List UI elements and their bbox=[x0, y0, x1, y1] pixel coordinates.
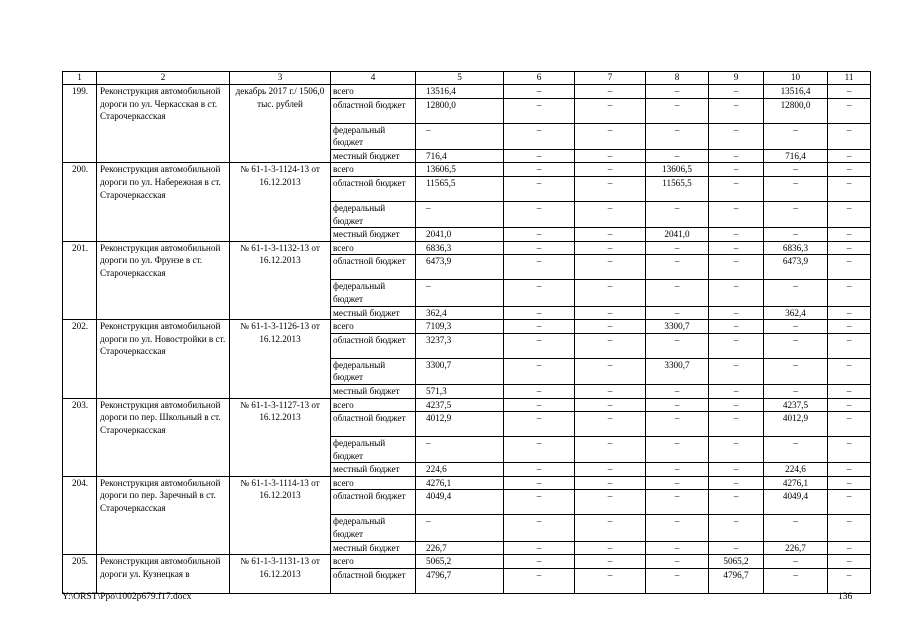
amount-cell: – bbox=[709, 476, 764, 490]
object-description: Реконструкция автомобильной дороги ул. Кузнецкая в bbox=[97, 555, 230, 594]
document-reference: декабрь 2017 г./ 1506,0 тыс. рублей bbox=[230, 85, 331, 163]
amount-cell: – bbox=[646, 384, 709, 398]
funding-source-label: федеральный бюджет bbox=[331, 437, 416, 463]
amount-cell: – bbox=[709, 398, 764, 412]
amount-cell: 3300,7 bbox=[646, 320, 709, 334]
amount-cell: – bbox=[575, 306, 646, 320]
amount-cell: – bbox=[575, 320, 646, 334]
amount-cell: – bbox=[504, 85, 575, 99]
amount-cell: – bbox=[764, 568, 828, 593]
amount-cell: – bbox=[575, 85, 646, 99]
amount-cell: – bbox=[646, 85, 709, 99]
amount-cell: – bbox=[646, 149, 709, 163]
amount-cell: – bbox=[709, 320, 764, 334]
row-number: 200. bbox=[63, 163, 97, 241]
column-number-header-row bbox=[63, 72, 871, 85]
amount-cell: 6473,9 bbox=[416, 255, 504, 280]
amount-cell: – bbox=[504, 412, 575, 437]
amount-cell: 11565,5 bbox=[646, 176, 709, 201]
amount-cell: – bbox=[646, 555, 709, 569]
amount-cell: – bbox=[416, 201, 504, 227]
amount-cell: – bbox=[646, 201, 709, 227]
amount-cell: 4276,1 bbox=[416, 476, 504, 490]
amount-cell: – bbox=[828, 320, 871, 334]
funding-source-label: федеральный бюджет bbox=[331, 358, 416, 384]
column-header: 1 bbox=[63, 72, 97, 85]
amount-cell: – bbox=[575, 437, 646, 463]
amount-cell: – bbox=[709, 149, 764, 163]
amount-cell: 11565,5 bbox=[416, 176, 504, 201]
amount-cell: – bbox=[709, 176, 764, 201]
amount-cell: – bbox=[575, 490, 646, 515]
document-reference: № 61-1-3-1131-13 от 16.12.2013 bbox=[230, 555, 331, 594]
amount-cell: 4012,9 bbox=[416, 412, 504, 437]
amount-cell: – bbox=[709, 280, 764, 306]
document-page bbox=[62, 71, 870, 594]
funding-source-label: всего bbox=[331, 476, 416, 490]
amount-cell: – bbox=[504, 398, 575, 412]
amount-cell: 362,4 bbox=[764, 306, 828, 320]
funding-source-label: областной бюджет bbox=[331, 255, 416, 280]
funding-source-label: областной бюджет bbox=[331, 568, 416, 593]
amount-cell: 226,7 bbox=[416, 541, 504, 555]
amount-cell: – bbox=[575, 123, 646, 149]
table-row bbox=[63, 163, 871, 177]
amount-cell: – bbox=[504, 241, 575, 255]
amount-cell: 362,4 bbox=[416, 306, 504, 320]
amount-cell: – bbox=[504, 255, 575, 280]
amount-cell: – bbox=[575, 201, 646, 227]
document-reference: № 61-1-3-1132-13 от 16.12.2013 bbox=[230, 241, 331, 319]
document-reference: № 61-1-3-1114-13 от 16.12.2013 bbox=[230, 476, 331, 554]
amount-cell: – bbox=[828, 85, 871, 99]
amount-cell: – bbox=[764, 123, 828, 149]
amount-cell: – bbox=[709, 463, 764, 477]
amount-cell: – bbox=[764, 320, 828, 334]
amount-cell: – bbox=[709, 201, 764, 227]
funding-source-label: областной бюджет bbox=[331, 412, 416, 437]
amount-cell: – bbox=[709, 333, 764, 358]
amount-cell: – bbox=[504, 280, 575, 306]
amount-cell: 2041,0 bbox=[416, 228, 504, 242]
amount-cell: – bbox=[828, 555, 871, 569]
amount-cell: – bbox=[575, 255, 646, 280]
funding-source-label: местный бюджет bbox=[331, 306, 416, 320]
amount-cell: – bbox=[828, 437, 871, 463]
amount-cell: – bbox=[828, 398, 871, 412]
amount-cell: – bbox=[709, 541, 764, 555]
amount-cell: 571,3 bbox=[416, 384, 504, 398]
row-number: 202. bbox=[63, 320, 97, 398]
column-header: 5 bbox=[416, 72, 504, 85]
amount-cell: – bbox=[646, 541, 709, 555]
amount-cell: 3237,3 bbox=[416, 333, 504, 358]
amount-cell: – bbox=[646, 241, 709, 255]
amount-cell: – bbox=[504, 333, 575, 358]
amount-cell: – bbox=[828, 515, 871, 541]
funding-source-label: областной бюджет bbox=[331, 176, 416, 201]
column-header: 6 bbox=[504, 72, 575, 85]
amount-cell: – bbox=[828, 541, 871, 555]
funding-source-label: местный бюджет bbox=[331, 384, 416, 398]
funding-source-label: всего bbox=[331, 398, 416, 412]
amount-cell: – bbox=[646, 463, 709, 477]
amount-cell: – bbox=[504, 490, 575, 515]
document-reference: № 61-1-3-1126-13 от 16.12.2013 bbox=[230, 320, 331, 398]
amount-cell: – bbox=[504, 306, 575, 320]
amount-cell: – bbox=[504, 176, 575, 201]
table-row bbox=[63, 398, 871, 412]
amount-cell: 3300,7 bbox=[646, 358, 709, 384]
amount-cell: – bbox=[646, 476, 709, 490]
amount-cell: 4276,1 bbox=[764, 476, 828, 490]
funding-source-label: всего bbox=[331, 555, 416, 569]
column-header: 3 bbox=[230, 72, 331, 85]
amount-cell: 4049,4 bbox=[416, 490, 504, 515]
amount-cell: – bbox=[764, 437, 828, 463]
amount-cell: – bbox=[709, 163, 764, 177]
amount-cell: – bbox=[504, 541, 575, 555]
amount-cell: – bbox=[709, 384, 764, 398]
funding-source-label: федеральный бюджет bbox=[331, 515, 416, 541]
amount-cell: – bbox=[828, 241, 871, 255]
amount-cell: – bbox=[504, 358, 575, 384]
amount-cell: – bbox=[646, 568, 709, 593]
amount-cell: – bbox=[504, 463, 575, 477]
amount-cell: 4049,4 bbox=[764, 490, 828, 515]
amount-cell: – bbox=[575, 541, 646, 555]
amount-cell: 13606,5 bbox=[646, 163, 709, 177]
amount-cell: 3300,7 bbox=[416, 358, 504, 384]
amount-cell: 5065,2 bbox=[709, 555, 764, 569]
amount-cell: 13516,4 bbox=[764, 85, 828, 99]
amount-cell: – bbox=[575, 555, 646, 569]
amount-cell: – bbox=[575, 241, 646, 255]
amount-cell: – bbox=[646, 412, 709, 437]
funding-source-label: всего bbox=[331, 85, 416, 99]
amount-cell: – bbox=[575, 515, 646, 541]
amount-cell: 6836,3 bbox=[764, 241, 828, 255]
amount-cell: – bbox=[504, 476, 575, 490]
amount-cell: – bbox=[828, 476, 871, 490]
amount-cell: – bbox=[504, 384, 575, 398]
row-number: 204. bbox=[63, 476, 97, 554]
funding-source-label: областной бюджет bbox=[331, 333, 416, 358]
amount-cell: – bbox=[764, 358, 828, 384]
amount-cell: – bbox=[764, 201, 828, 227]
column-header: 4 bbox=[331, 72, 416, 85]
amount-cell: – bbox=[764, 163, 828, 177]
amount-cell: – bbox=[646, 306, 709, 320]
amount-cell: – bbox=[504, 568, 575, 593]
amount-cell: – bbox=[416, 123, 504, 149]
amount-cell: – bbox=[416, 437, 504, 463]
table-row bbox=[63, 241, 871, 255]
amount-cell: – bbox=[828, 201, 871, 227]
amount-cell: – bbox=[828, 280, 871, 306]
amount-cell: – bbox=[416, 515, 504, 541]
amount-cell: – bbox=[575, 149, 646, 163]
amount-cell: – bbox=[504, 320, 575, 334]
amount-cell: – bbox=[646, 333, 709, 358]
funding-source-label: всего bbox=[331, 241, 416, 255]
amount-cell: – bbox=[828, 412, 871, 437]
amount-cell: – bbox=[828, 490, 871, 515]
object-description: Реконструкция автомобильной дороги по ул. Новостройки в ст. Старочеркасская bbox=[97, 320, 230, 398]
table-body bbox=[63, 72, 871, 594]
row-number: 199. bbox=[63, 85, 97, 163]
amount-cell: – bbox=[504, 201, 575, 227]
amount-cell: 4796,7 bbox=[416, 568, 504, 593]
funding-source-label: всего bbox=[331, 320, 416, 334]
amount-cell: – bbox=[764, 515, 828, 541]
amount-cell: – bbox=[646, 398, 709, 412]
amount-cell: 4237,5 bbox=[764, 398, 828, 412]
amount-cell: 6836,3 bbox=[416, 241, 504, 255]
footer-page-number: 136 bbox=[838, 592, 853, 602]
amount-cell: 2041,0 bbox=[646, 228, 709, 242]
amount-cell: 4012,9 bbox=[764, 412, 828, 437]
amount-cell: 13606,5 bbox=[416, 163, 504, 177]
amount-cell: – bbox=[646, 490, 709, 515]
amount-cell: – bbox=[828, 163, 871, 177]
row-number: 201. bbox=[63, 241, 97, 319]
amount-cell: – bbox=[709, 228, 764, 242]
amount-cell: – bbox=[764, 280, 828, 306]
column-header: 7 bbox=[575, 72, 646, 85]
amount-cell: – bbox=[575, 412, 646, 437]
budget-table bbox=[62, 71, 871, 594]
amount-cell: – bbox=[504, 555, 575, 569]
amount-cell: – bbox=[646, 98, 709, 123]
amount-cell: 13516,4 bbox=[416, 85, 504, 99]
amount-cell: – bbox=[646, 437, 709, 463]
row-number: 205. bbox=[63, 555, 97, 594]
amount-cell: – bbox=[828, 333, 871, 358]
amount-cell: – bbox=[646, 123, 709, 149]
amount-cell: 716,4 bbox=[764, 149, 828, 163]
amount-cell: – bbox=[575, 384, 646, 398]
amount-cell: – bbox=[764, 555, 828, 569]
amount-cell: – bbox=[828, 98, 871, 123]
amount-cell: – bbox=[575, 568, 646, 593]
amount-cell: 226,7 bbox=[764, 541, 828, 555]
amount-cell: – bbox=[575, 280, 646, 306]
footer-file-path: Y:\ORST\Ppo\1002p679.f17.docx bbox=[62, 592, 192, 602]
amount-cell: – bbox=[575, 476, 646, 490]
amount-cell: – bbox=[828, 463, 871, 477]
amount-cell: – bbox=[504, 123, 575, 149]
amount-cell: – bbox=[828, 228, 871, 242]
amount-cell: – bbox=[575, 228, 646, 242]
amount-cell: – bbox=[709, 98, 764, 123]
amount-cell: – bbox=[764, 228, 828, 242]
funding-source-label: местный бюджет bbox=[331, 228, 416, 242]
funding-source-label: местный бюджет bbox=[331, 463, 416, 477]
table-row bbox=[63, 476, 871, 490]
amount-cell: – bbox=[646, 515, 709, 541]
document-reference: № 61-1-3-1124-13 от 16.12.2013 bbox=[230, 163, 331, 241]
amount-cell: – bbox=[764, 176, 828, 201]
amount-cell: – bbox=[709, 85, 764, 99]
funding-source-label: местный бюджет bbox=[331, 541, 416, 555]
table-row bbox=[63, 555, 871, 569]
amount-cell: – bbox=[504, 163, 575, 177]
amount-cell: – bbox=[646, 255, 709, 280]
document-reference: № 61-1-3-1127-13 от 16.12.2013 bbox=[230, 398, 331, 476]
table-row bbox=[63, 320, 871, 334]
amount-cell: 224,6 bbox=[764, 463, 828, 477]
amount-cell: – bbox=[504, 437, 575, 463]
amount-cell: – bbox=[764, 333, 828, 358]
funding-source-label: федеральный бюджет bbox=[331, 201, 416, 227]
amount-cell: – bbox=[575, 176, 646, 201]
funding-source-label: местный бюджет bbox=[331, 149, 416, 163]
funding-source-label: федеральный бюджет bbox=[331, 280, 416, 306]
funding-source-label: областной бюджет bbox=[331, 98, 416, 123]
column-header: 10 bbox=[764, 72, 828, 85]
amount-cell: – bbox=[575, 398, 646, 412]
object-description: Реконструкция автомобильной дороги по пер. Заречный в ст. Старочеркасская bbox=[97, 476, 230, 554]
amount-cell: – bbox=[575, 333, 646, 358]
object-description: Реконструкция автомобильной дороги по ул. Фрунзе в ст. Старочеркасская bbox=[97, 241, 230, 319]
amount-cell: – bbox=[709, 358, 764, 384]
amount-cell: – bbox=[828, 306, 871, 320]
funding-source-label: всего bbox=[331, 163, 416, 177]
amount-cell: – bbox=[764, 384, 828, 398]
amount-cell: – bbox=[709, 437, 764, 463]
amount-cell: – bbox=[828, 123, 871, 149]
amount-cell: – bbox=[709, 255, 764, 280]
amount-cell: – bbox=[575, 98, 646, 123]
table-row bbox=[63, 85, 871, 99]
amount-cell: – bbox=[575, 358, 646, 384]
object-description: Реконструкция автомобильной дороги по пер. Школьный в ст. Старочеркасская bbox=[97, 398, 230, 476]
amount-cell: – bbox=[416, 280, 504, 306]
amount-cell: – bbox=[504, 228, 575, 242]
amount-cell: – bbox=[709, 490, 764, 515]
amount-cell: – bbox=[709, 306, 764, 320]
amount-cell: 6473,9 bbox=[764, 255, 828, 280]
amount-cell: – bbox=[828, 176, 871, 201]
amount-cell: – bbox=[828, 384, 871, 398]
column-header: 9 bbox=[709, 72, 764, 85]
amount-cell: – bbox=[646, 280, 709, 306]
funding-source-label: федеральный бюджет bbox=[331, 123, 416, 149]
amount-cell: 716,4 bbox=[416, 149, 504, 163]
amount-cell: 224,6 bbox=[416, 463, 504, 477]
object-description: Реконструкция автомобильной дороги по ул. Черкасская в ст. Старочеркасская bbox=[97, 85, 230, 163]
amount-cell: 4796,7 bbox=[709, 568, 764, 593]
amount-cell: – bbox=[709, 515, 764, 541]
amount-cell: – bbox=[709, 412, 764, 437]
amount-cell: – bbox=[828, 568, 871, 593]
amount-cell: – bbox=[828, 149, 871, 163]
amount-cell: – bbox=[575, 163, 646, 177]
amount-cell: – bbox=[828, 255, 871, 280]
funding-source-label: областной бюджет bbox=[331, 490, 416, 515]
amount-cell: – bbox=[709, 123, 764, 149]
amount-cell: – bbox=[575, 463, 646, 477]
row-number: 203. bbox=[63, 398, 97, 476]
amount-cell: 12800,0 bbox=[764, 98, 828, 123]
object-description: Реконструкция автомобильной дороги по ул. Набережная в ст. Старочеркасская bbox=[97, 163, 230, 241]
amount-cell: – bbox=[709, 241, 764, 255]
column-header: 11 bbox=[828, 72, 871, 85]
column-header: 2 bbox=[97, 72, 230, 85]
amount-cell: 5065,2 bbox=[416, 555, 504, 569]
amount-cell: – bbox=[504, 98, 575, 123]
column-header: 8 bbox=[646, 72, 709, 85]
amount-cell: 4237,5 bbox=[416, 398, 504, 412]
amount-cell: – bbox=[504, 515, 575, 541]
amount-cell: 12800,0 bbox=[416, 98, 504, 123]
amount-cell: – bbox=[504, 149, 575, 163]
amount-cell: – bbox=[828, 358, 871, 384]
amount-cell: 7109,3 bbox=[416, 320, 504, 334]
